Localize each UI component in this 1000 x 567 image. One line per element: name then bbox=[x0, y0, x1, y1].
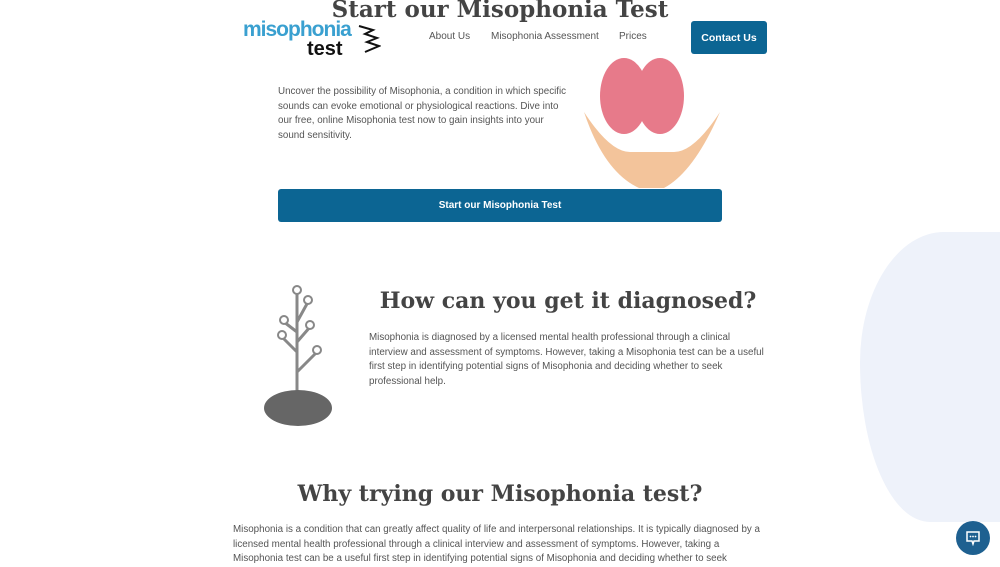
brain-hands-illustration bbox=[584, 52, 724, 190]
chat-bubble-icon bbox=[965, 530, 981, 546]
background-blob bbox=[860, 232, 1000, 522]
contact-us-button[interactable]: Contact Us bbox=[691, 21, 767, 54]
logo[interactable]: misophonia test bbox=[243, 18, 383, 60]
why-title: Why trying our Misophonia test? bbox=[297, 481, 703, 507]
hero-title: Start our Misophonia Test bbox=[331, 0, 669, 23]
nav-misophonia-assessment[interactable]: Misophonia Assessment bbox=[491, 31, 599, 42]
diagnosis-text: Misophonia is diagnosed by a licensed mental health professional through a clinical interview and assessment of symptoms. However, taking a Misophonia test can be a useful first step in identifying potential signs of Misophonia and deciding whether to seek professional help. bbox=[369, 332, 764, 387]
start-test-button[interactable]: Start our Misophonia Test bbox=[278, 189, 722, 222]
intro-text: Uncover the possibility of Misophonia, a condition in which specific sounds can evoke emotional or physiological reactions. Dive into our free, online Misophonia test now to gain insights into your sound sensitivity. bbox=[278, 86, 567, 141]
lightning-icon bbox=[355, 22, 381, 58]
tree-brain-illustration bbox=[262, 282, 334, 430]
why-text: Misophonia is a condition that can greatly affect quality of life and interpersonal relationships. It is typically diagnosed by a licensed mental health professional through a clinical interview and assessment of symptoms. However, taking a Misophonia test can be a useful first step in identifying potential signs of Misophonia and deciding whether to seek bbox=[233, 524, 760, 565]
diagnosis-title: How can you get it diagnosed? bbox=[379, 288, 757, 314]
nav-prices[interactable]: Prices bbox=[619, 31, 647, 42]
nav-about-us[interactable]: About Us bbox=[429, 31, 471, 42]
chat-button[interactable] bbox=[956, 521, 990, 555]
